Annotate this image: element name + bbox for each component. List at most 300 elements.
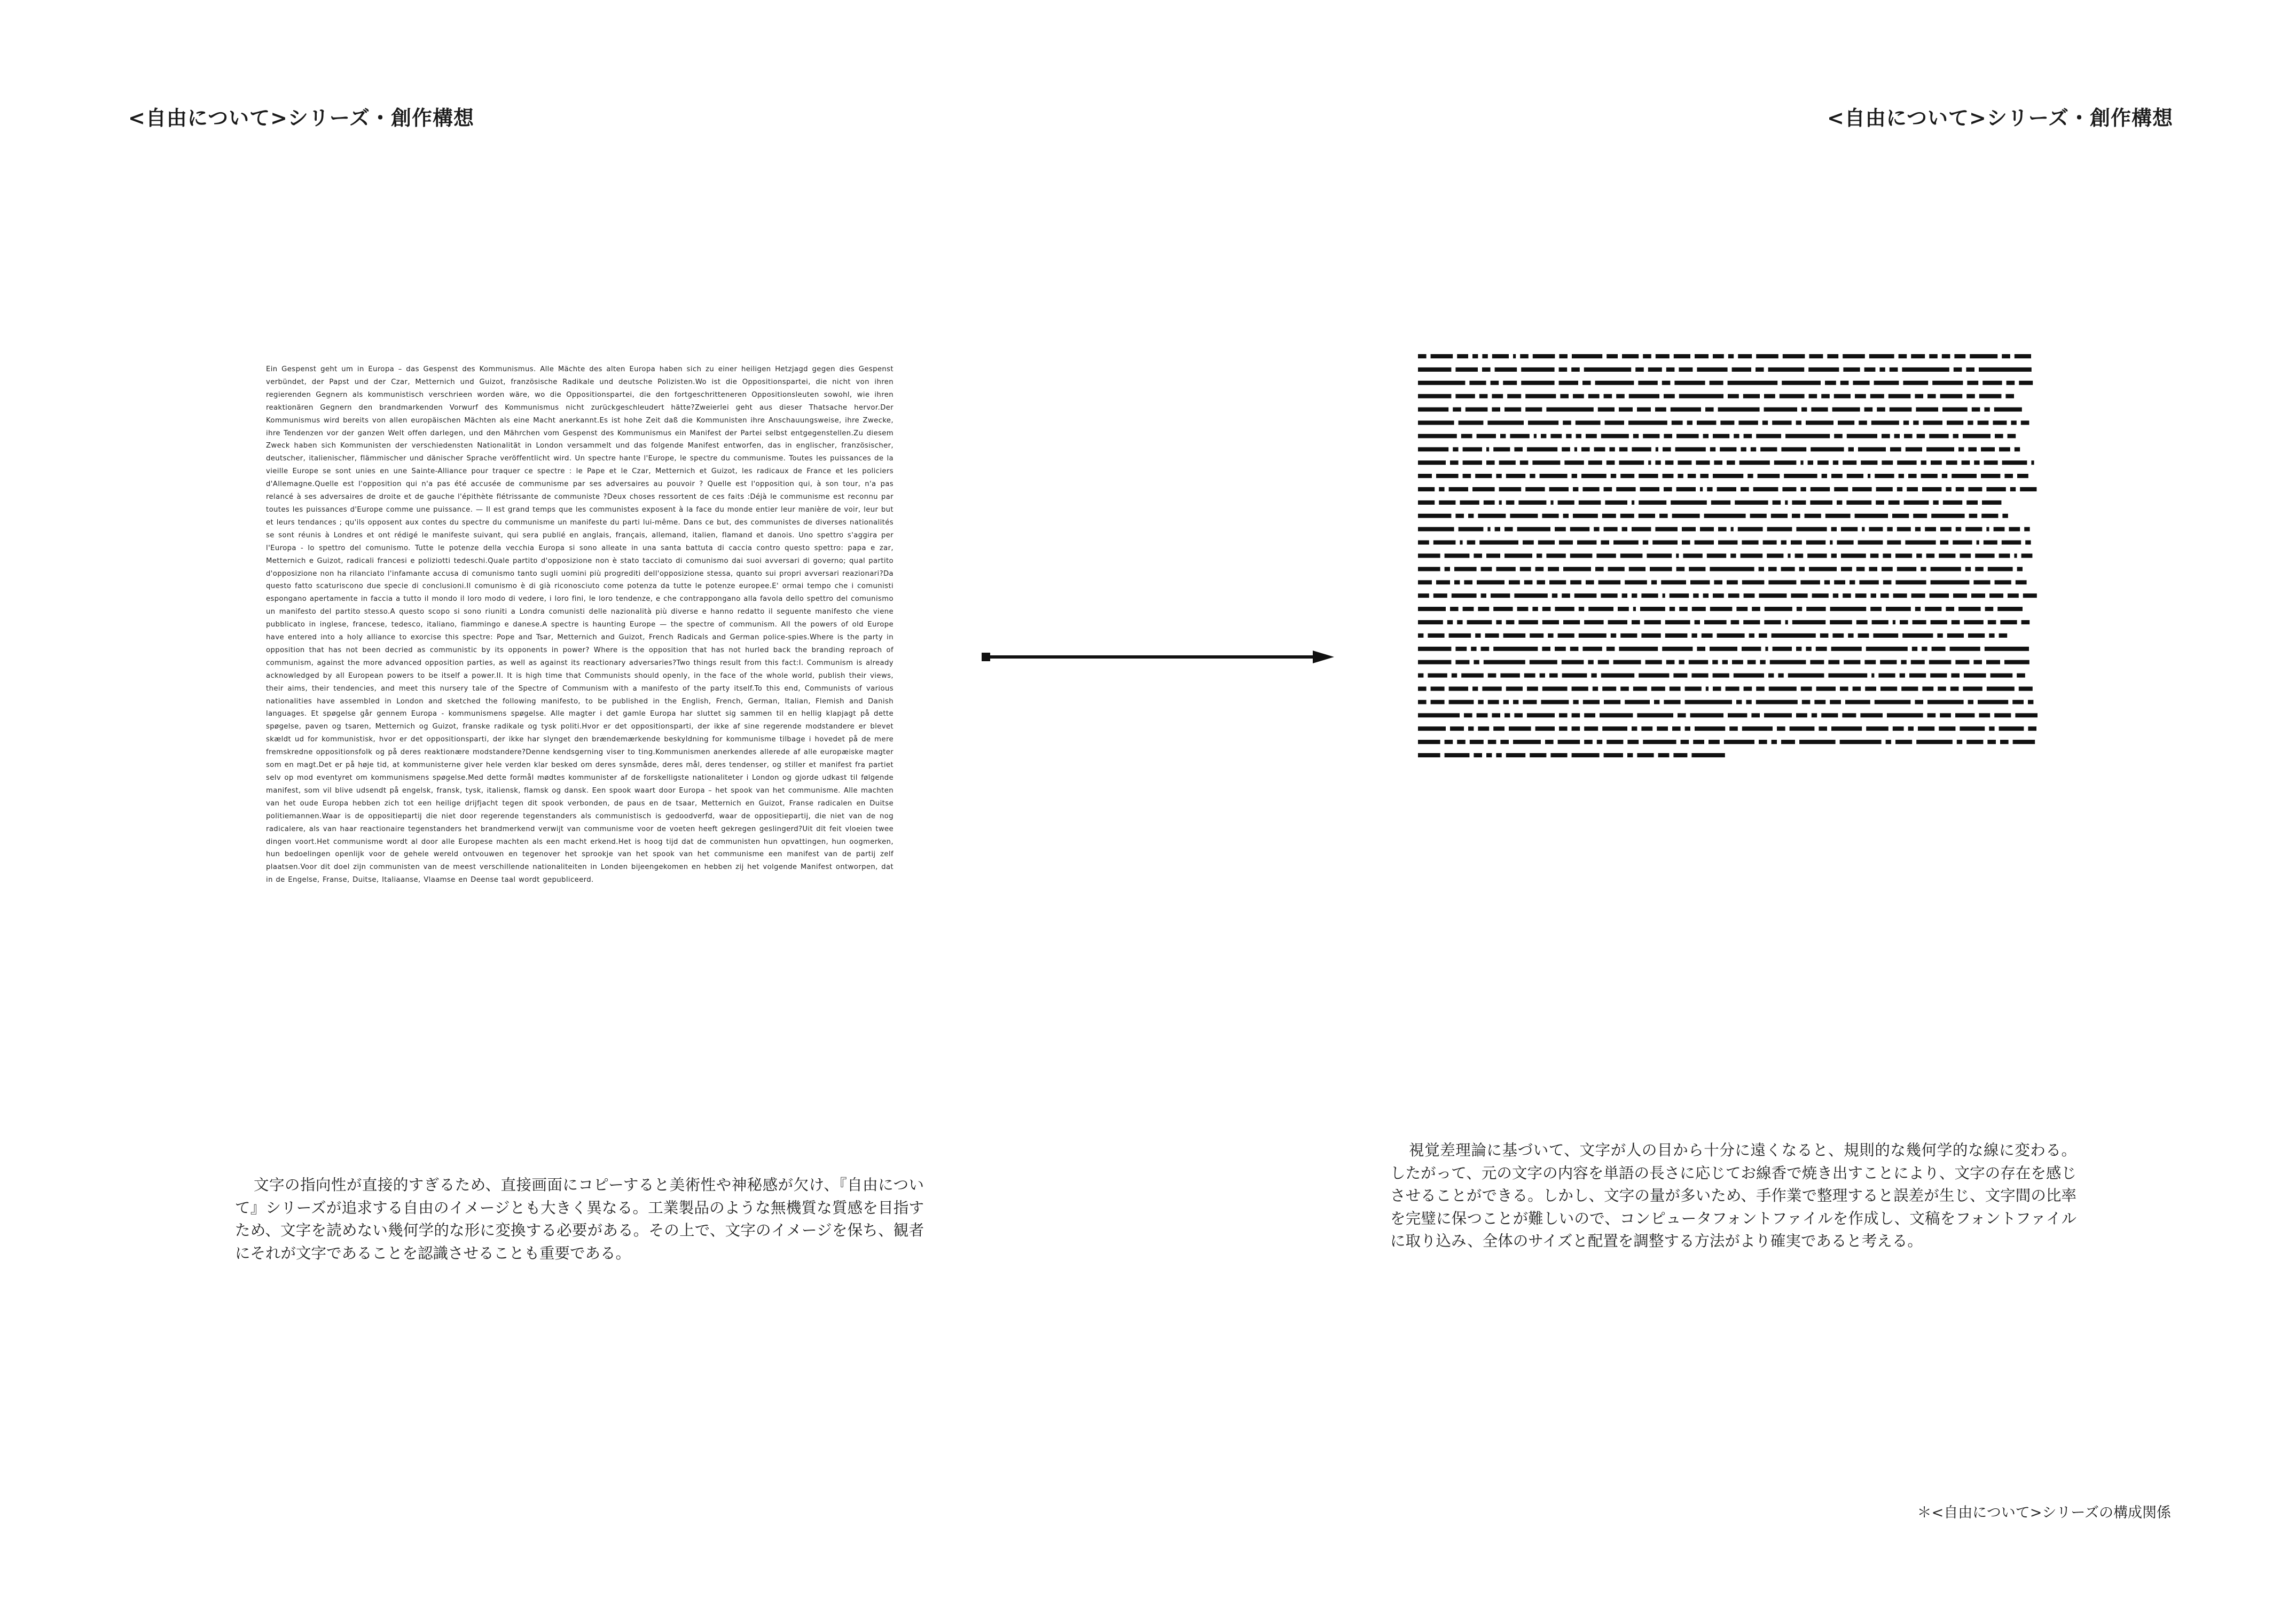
- word-dash: [1418, 647, 1451, 651]
- word-dash: [1524, 580, 1533, 584]
- word-dash: [1748, 474, 1753, 478]
- word-dash: [1921, 474, 1938, 478]
- word-dash: [1809, 394, 1817, 398]
- word-dash: [1534, 434, 1537, 438]
- word-dash: [1741, 554, 1763, 558]
- word-dash: [1915, 394, 1923, 398]
- word-dash: [1622, 527, 1627, 531]
- word-dash: [1908, 474, 1917, 478]
- word-dash: [1460, 500, 1479, 505]
- word-dash: [1905, 541, 1935, 545]
- word-dash: [1940, 713, 1951, 717]
- word-dash: [1940, 527, 1952, 531]
- word-dash: [1927, 394, 1936, 398]
- word-dash: [1972, 408, 1980, 412]
- word-dash: [1525, 408, 1542, 412]
- word-dash: [1999, 554, 2010, 558]
- word-dash: [1475, 633, 1480, 638]
- word-dash: [1662, 647, 1692, 651]
- word-dash: [1532, 460, 1560, 465]
- word-dash: [1689, 567, 1705, 571]
- word-dash: [1954, 367, 1962, 372]
- word-dash: [1938, 687, 1946, 691]
- word-dash: [1472, 687, 1478, 691]
- word-dash: [1533, 354, 1555, 358]
- word-dash: [1796, 647, 1801, 651]
- word-dash: [1710, 607, 1733, 611]
- word-dash: [1799, 567, 1805, 571]
- word-dash: [1830, 541, 1832, 545]
- word-dash: [1452, 593, 1477, 598]
- word-dash: [1488, 700, 1499, 704]
- word-dash: [1659, 514, 1668, 518]
- word-dash: [1632, 527, 1651, 531]
- word-dash: [1838, 421, 1854, 425]
- word-dash: [1418, 408, 1448, 412]
- word-dash: [1744, 434, 1752, 438]
- word-dash: [2028, 700, 2033, 704]
- word-dash: [1665, 633, 1688, 638]
- word-dash: [1734, 434, 1739, 438]
- word-dash: [1975, 567, 1984, 571]
- word-dash: [1491, 593, 1510, 598]
- word-dash: [1598, 408, 1615, 412]
- word-dash: [1418, 487, 1435, 491]
- abstracted-line-pattern: [1418, 354, 2038, 982]
- word-dash: [1685, 726, 1690, 731]
- word-dash: [1672, 514, 1700, 518]
- word-dash: [1728, 593, 1739, 598]
- word-dash: [1968, 700, 1973, 704]
- word-dash: [1499, 487, 1522, 491]
- word-dash: [1957, 740, 1962, 744]
- word-dash: [1510, 514, 1538, 518]
- word-dash: [1704, 514, 1746, 518]
- word-dash: [1602, 687, 1616, 691]
- word-dash: [1784, 474, 1817, 478]
- word-dash: [1984, 541, 1997, 545]
- word-dash: [1713, 593, 1724, 598]
- word-dash: [1632, 593, 1637, 598]
- word-dash: [1876, 487, 1893, 491]
- word-dash: [1678, 713, 1686, 717]
- word-dash: [1572, 753, 1600, 757]
- word-dash: [1695, 726, 1725, 731]
- word-dash: [1811, 408, 1828, 412]
- word-dash: [1542, 647, 1550, 651]
- word-dash: [1479, 394, 1488, 398]
- word-dash: [1633, 687, 1647, 691]
- word-dash: [1478, 726, 1489, 731]
- word-dash: [1670, 607, 1675, 611]
- word-dash: [1946, 460, 1957, 465]
- word-dash: [1601, 434, 1629, 438]
- word-dash: [1491, 381, 1499, 385]
- word-dash: [1991, 674, 2013, 678]
- word-dash: [1806, 647, 1811, 651]
- word-dash: [1997, 607, 2023, 611]
- word-dash: [1960, 554, 1971, 558]
- word-dash: [1893, 593, 1907, 598]
- word-dash: [1695, 541, 1714, 545]
- word-dash: [1666, 367, 1675, 372]
- word-dash: [1764, 408, 1797, 412]
- word-dash: [2009, 527, 2020, 531]
- word-dash: [1853, 687, 1861, 691]
- word-dash: [1663, 474, 1674, 478]
- word-dash: [1629, 567, 1645, 571]
- word-dash: [2012, 700, 2024, 704]
- word-dash: [1478, 607, 1489, 611]
- word-dash: [1673, 753, 1687, 757]
- word-dash: [1940, 394, 1963, 398]
- word-dash: [1675, 447, 1706, 451]
- word-dash: [1890, 408, 1912, 412]
- word-dash: [1656, 447, 1658, 451]
- word-dash: [1782, 487, 1796, 491]
- word-dash: [1449, 687, 1468, 691]
- word-dash: [1987, 687, 2015, 691]
- word-dash: [1418, 674, 1423, 678]
- word-dash: [1468, 726, 1474, 731]
- word-dash: [1467, 620, 1492, 624]
- word-dash: [1887, 541, 1901, 545]
- word-dash: [1987, 740, 1996, 744]
- word-dash: [1773, 500, 1781, 505]
- word-dash: [1895, 554, 1912, 558]
- word-dash: [1963, 434, 1991, 438]
- word-dash: [1625, 580, 1647, 584]
- word-dash: [1916, 740, 1953, 744]
- word-dash: [1831, 554, 1837, 558]
- word-dash: [1812, 593, 1829, 598]
- word-dash: [1869, 527, 1883, 531]
- word-dash: [1966, 740, 1983, 744]
- word-dash: [1999, 447, 2010, 451]
- word-dash: [1555, 647, 1566, 651]
- word-dash: [1973, 580, 1990, 584]
- word-dash: [1853, 381, 1869, 385]
- word-dash: [1989, 593, 2003, 598]
- word-dash: [1602, 726, 1627, 731]
- word-dash: [1906, 447, 1922, 451]
- word-dash: [1773, 647, 1792, 651]
- word-dash: [1717, 633, 1745, 638]
- word-dash: [1791, 593, 1807, 598]
- word-dash: [1705, 408, 1714, 412]
- word-dash: [1764, 620, 1781, 624]
- word-dash: [1418, 381, 1465, 385]
- word-dash: [1506, 500, 1515, 505]
- word-dash: [1573, 700, 1578, 704]
- word-dash: [1474, 554, 1482, 558]
- word-dash: [1445, 554, 1470, 558]
- word-dash: [1817, 460, 1829, 465]
- word-dash: [1467, 541, 1476, 545]
- word-dash: [1584, 713, 1595, 717]
- footnote: ＊<自由について>シリーズの構成関係: [1917, 1505, 2171, 1521]
- word-dash: [1942, 354, 1950, 358]
- word-dash: [2015, 713, 2038, 717]
- word-dash: [1479, 541, 1518, 545]
- word-dash: [1728, 354, 1734, 358]
- word-dash: [1801, 408, 1807, 412]
- word-dash: [1887, 713, 1923, 717]
- word-dash: [1880, 593, 1889, 598]
- word-dash: [1601, 674, 1634, 678]
- word-dash: [1921, 460, 1926, 465]
- word-dash: [1530, 660, 1557, 664]
- word-dash: [1693, 593, 1698, 598]
- word-dash: [1658, 753, 1670, 757]
- word-dash: [2000, 740, 2009, 744]
- word-dash: [1926, 447, 1954, 451]
- word-dash: [1840, 381, 1849, 385]
- word-dash: [1683, 554, 1702, 558]
- word-dash: [1931, 514, 1964, 518]
- word-dash: [1550, 753, 1567, 757]
- word-dash: [1882, 460, 1893, 465]
- word-dash: [1882, 434, 1890, 438]
- word-dash: [1540, 474, 1568, 478]
- word-dash: [1929, 354, 1938, 358]
- word-dash: [1785, 434, 1830, 438]
- word-dash: [1627, 740, 1639, 744]
- word-dash: [1620, 687, 1629, 691]
- word-dash: [1840, 740, 1882, 744]
- word-dash: [1982, 500, 2001, 505]
- word-dash: [1535, 726, 1555, 731]
- word-dash: [1869, 354, 1894, 358]
- word-dash: [1937, 633, 1942, 638]
- word-dash: [1968, 421, 1973, 425]
- header-title-left: <自由について>シリーズ・創作構想: [128, 106, 475, 130]
- word-dash: [2017, 567, 2023, 571]
- word-dash: [1597, 740, 1602, 744]
- word-dash: [1768, 580, 1796, 584]
- word-dash: [1847, 474, 1863, 478]
- word-dash: [1493, 726, 1504, 731]
- word-dash: [1915, 700, 1923, 704]
- word-dash: [1968, 447, 1977, 451]
- word-dash: [1582, 487, 1599, 491]
- word-dash: [1670, 687, 1681, 691]
- word-dash: [1641, 593, 1658, 598]
- word-dash: [2002, 354, 2010, 358]
- word-dash: [1474, 660, 1479, 664]
- word-dash: [1995, 580, 2011, 584]
- word-dash: [1455, 367, 1478, 372]
- word-dash: [1710, 381, 1723, 385]
- word-dash: [1513, 700, 1518, 704]
- word-dash: [1967, 381, 1978, 385]
- word-dash: [1679, 394, 1723, 398]
- word-dash: [1579, 500, 1601, 505]
- word-dash: [1470, 740, 1484, 744]
- word-dash: [1586, 580, 1594, 584]
- word-dash: [1450, 726, 1464, 731]
- word-dash: [1981, 514, 1998, 518]
- word-dash: [1431, 687, 1445, 691]
- word-dash: [1732, 367, 1751, 372]
- word-dash: [1806, 607, 1825, 611]
- word-dash: [2008, 593, 2019, 598]
- word-dash: [1795, 554, 1804, 558]
- word-dash: [1738, 421, 1758, 425]
- word-dash: [1852, 487, 1871, 491]
- word-dash: [1768, 674, 1774, 678]
- word-dash: [1984, 460, 1998, 465]
- word-dash: [1418, 607, 1446, 611]
- word-dash: [1768, 367, 1805, 372]
- word-dash: [1418, 527, 1454, 531]
- word-dash: [1728, 394, 1739, 398]
- word-dash: [1436, 580, 1450, 584]
- word-dash: [1418, 567, 1440, 571]
- word-dash: [1418, 593, 1429, 598]
- word-dash: [1978, 421, 1989, 425]
- word-dash: [1549, 487, 1569, 491]
- word-dash: [1632, 447, 1651, 451]
- word-dash: [1613, 660, 1641, 664]
- word-dash: [1816, 647, 1827, 651]
- word-dash: [1564, 460, 1584, 465]
- word-dash: [1582, 381, 1591, 385]
- word-dash: [1978, 700, 2008, 704]
- word-dash: [1457, 354, 1468, 358]
- word-dash: [2011, 421, 2016, 425]
- word-dash: [1927, 700, 1964, 704]
- word-dash: [1633, 607, 1636, 611]
- word-dash: [1452, 674, 1457, 678]
- word-dash: [1875, 474, 1894, 478]
- word-dash: [1552, 593, 1557, 598]
- word-dash: [1713, 354, 1724, 358]
- word-dash: [1842, 713, 1856, 717]
- word-dash: [1763, 541, 1777, 545]
- word-dash: [1506, 620, 1515, 624]
- word-dash: [1418, 434, 1457, 438]
- word-dash: [1633, 434, 1639, 438]
- word-dash: [1650, 567, 1672, 571]
- word-dash: [1588, 460, 1602, 465]
- word-dash: [1488, 674, 1496, 678]
- word-dash: [1710, 647, 1737, 651]
- word-dash: [1503, 381, 1517, 385]
- word-dash: [1574, 447, 1577, 451]
- word-dash: [1871, 593, 1876, 598]
- word-dash: [1908, 726, 1914, 731]
- word-dash: [1744, 593, 1755, 598]
- word-dash: [1418, 460, 1446, 465]
- word-dash: [1431, 354, 1453, 358]
- word-dash: [1741, 487, 1749, 491]
- word-dash: [1903, 381, 1928, 385]
- word-dash: [1975, 554, 1994, 558]
- word-dash: [1418, 753, 1440, 757]
- word-dash: [1641, 633, 1660, 638]
- word-dash: [1584, 367, 1631, 372]
- word-dash: [1913, 421, 1918, 425]
- word-dash: [1756, 434, 1781, 438]
- word-dash: [1559, 354, 1568, 358]
- word-dash: [1739, 460, 1770, 465]
- word-dash: [1637, 753, 1654, 757]
- word-dash: [1840, 687, 1848, 691]
- word-dash: [1690, 580, 1710, 584]
- word-dash: [1931, 580, 1970, 584]
- word-dash: [1873, 633, 1898, 638]
- word-dash: [1756, 700, 1798, 704]
- word-dash: [1730, 554, 1736, 558]
- word-dash: [1718, 541, 1737, 545]
- word-dash: [1566, 434, 1571, 438]
- word-dash: [1988, 567, 2013, 571]
- word-dash: [1488, 740, 1496, 744]
- word-dash: [1674, 381, 1705, 385]
- word-dash: [1865, 687, 1876, 691]
- word-dash: [1890, 367, 1898, 372]
- word-dash: [1850, 580, 1855, 584]
- word-dash: [1874, 381, 1899, 385]
- word-dash: [1596, 554, 1616, 558]
- word-dash: [1639, 474, 1658, 478]
- word-dash: [1514, 713, 1523, 717]
- word-dash: [1742, 541, 1758, 545]
- word-dash: [1847, 434, 1877, 438]
- word-dash: [1464, 713, 1472, 717]
- word-dash: [1710, 567, 1754, 571]
- word-dash: [1925, 607, 1941, 611]
- word-dash: [1605, 421, 1624, 425]
- word-dash: [1637, 408, 1651, 412]
- word-dash: [1619, 408, 1633, 412]
- word-dash: [1664, 700, 1680, 704]
- word-dash: [1509, 726, 1531, 731]
- word-dash: [1439, 500, 1455, 505]
- word-dash: [1607, 354, 1618, 358]
- word-dash: [1478, 700, 1483, 704]
- word-dash: [1916, 408, 1938, 412]
- word-dash: [1504, 408, 1521, 412]
- word-dash: [1542, 514, 1558, 518]
- word-dash: [1711, 500, 1730, 505]
- word-dash: [1768, 567, 1777, 571]
- word-dash: [1843, 460, 1856, 465]
- word-dash: [1546, 408, 1593, 412]
- word-dash: [1955, 713, 1974, 717]
- word-dash: [1673, 674, 1687, 678]
- word-dash: [1530, 753, 1546, 757]
- word-dash: [1758, 474, 1780, 478]
- word-dash: [1968, 633, 1985, 638]
- word-dash: [1950, 687, 1959, 691]
- word-dash: [1418, 447, 1448, 451]
- word-dash: [2019, 687, 2033, 691]
- word-dash: [1453, 447, 1458, 451]
- word-dash: [1648, 460, 1651, 465]
- word-dash: [1643, 354, 1651, 358]
- word-dash: [2005, 394, 2014, 398]
- word-dash: [1796, 713, 1807, 717]
- word-dash: [1868, 474, 1870, 478]
- word-dash: [1901, 660, 1906, 664]
- word-dash: [1979, 713, 1990, 717]
- word-dash: [1952, 620, 1960, 624]
- word-dash: [1940, 541, 1949, 545]
- word-dash: [1586, 434, 1597, 438]
- word-dash: [1858, 447, 1886, 451]
